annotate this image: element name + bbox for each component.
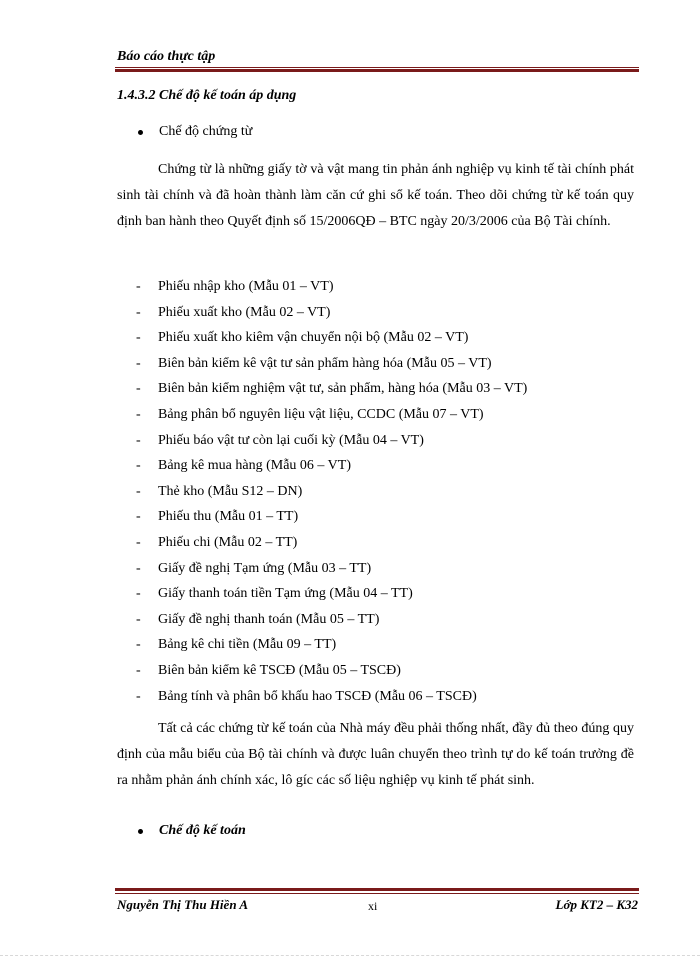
footer-class: Lớp KT2 – K32 (555, 897, 638, 912)
list-item: - Giấy đề nghị thanh toán (Mẫu 05 – TT) (136, 611, 380, 627)
paragraph-voucher-consistency: Tất cả các chứng từ kế toán của Nhà máy đều phải thống nhất, đầy đủ theo đúng quy định của mẫu biểu của Bộ tài chính và được luân chuyển theo trình tự do kế toán trưởng đề ra nhằm phản ánh chính xác, lô gíc các số liệu nghiệp vụ kinh tế phát sinh. (117, 721, 634, 788)
list-item: - Bảng phân bổ nguyên liệu vật liệu, CCDC (Mẫu 07 – VT) (136, 406, 484, 422)
list-item: - Biên bản kiểm kê TSCĐ (Mẫu 05 – TSCĐ) (136, 662, 401, 678)
list-item: - Giấy thanh toán tiền Tạm ứng (Mẫu 04 – TT) (136, 586, 413, 602)
list-item: - Biên bản kiểm nghiệm vật tư, sản phẩm, hàng hóa (Mẫu 03 – VT) (136, 381, 528, 397)
header-rule-thick (115, 69, 639, 72)
bullet-voucher-regime (138, 124, 252, 140)
page-edge-divider (0, 955, 700, 956)
bullet-dot-icon (138, 829, 143, 834)
section-heading: 1.4.3.2 Chế độ kế toán áp dụng (117, 88, 297, 103)
list-item: - Phiếu chi (Mẫu 02 – TT) (136, 534, 298, 550)
bullet-accounting-regime-label: Chế độ kế toán (159, 823, 246, 838)
footer-author: Nguyễn Thị Thu Hiền A (117, 897, 248, 912)
list-item: - Bảng kê mua hàng (Mẫu 06 – VT) (136, 458, 351, 474)
bullet-voucher-regime-label: Chế độ chứng từ (159, 124, 253, 139)
report-header-title: Báo cáo thực tập (117, 49, 216, 64)
bullet-accounting-regime (138, 823, 246, 839)
list-item: - Bảng tính và phân bổ khấu hao TSCĐ (Mẫu 06 – TSCĐ) (136, 688, 477, 704)
list-item: - Bảng kê chi tiền (Mẫu 09 – TT) (136, 637, 337, 653)
list-item: - Phiếu xuất kho (Mẫu 02 – VT) (136, 304, 331, 320)
list-item: - Phiếu nhập kho (Mẫu 01 – VT) (136, 279, 334, 294)
list-item: - Giấy đề nghị Tạm ứng (Mẫu 03 – TT) (136, 560, 372, 576)
paragraph-voucher-definition: Chứng từ là những giấy tờ và vật mang tin phản ánh nghiệp vụ kinh tế tài chính phát sinh tài chính và đã hoàn thành làm căn cứ ghi sổ kế toán. Theo dõi chứng từ kế toán quy định ban hành theo Quyết định số 15/2006QĐ – BTC ngày 20/3/2006 của Bộ Tài chính. (117, 162, 634, 229)
voucher-form-list (136, 274, 527, 709)
bullet-dot-icon (138, 130, 143, 135)
list-item: - Phiếu báo vật tư còn lại cuối kỳ (Mẫu 04 – VT) (136, 432, 424, 448)
list-item: - Phiếu xuất kho kiêm vận chuyển nội bộ (Mẫu 02 – VT) (136, 330, 469, 346)
header-rule-thin (115, 67, 639, 68)
footer-rule-thin (115, 893, 639, 894)
list-item: - Biên bản kiểm kê vật tư sản phẩm hàng hóa (Mẫu 05 – VT) (136, 355, 492, 371)
list-item: - Thẻ kho (Mẫu S12 – DN) (136, 483, 303, 499)
footer-page-number: xi (368, 899, 378, 913)
list-item: - Phiếu thu (Mẫu 01 – TT) (136, 509, 299, 525)
footer-rule-thick (115, 888, 639, 891)
